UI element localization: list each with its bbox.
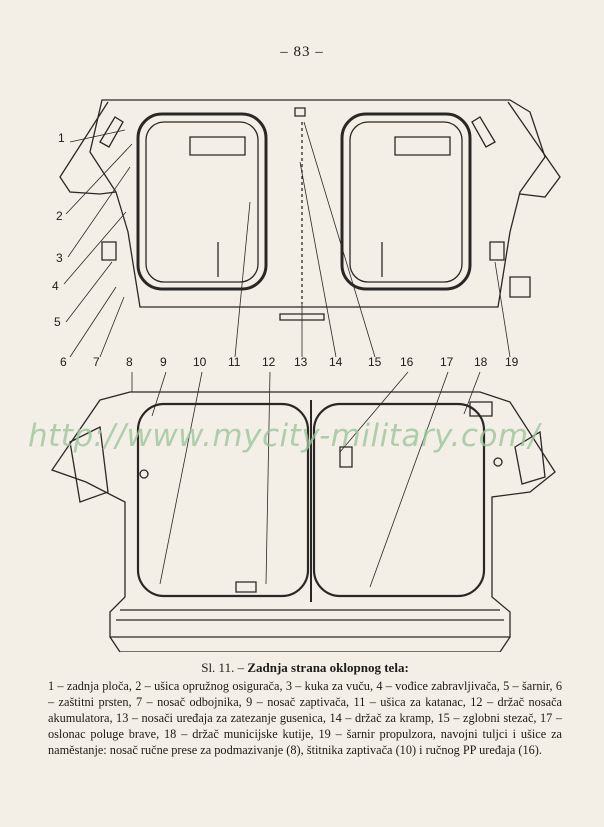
label-7: 7 <box>93 355 100 369</box>
label-17: 17 <box>440 355 454 369</box>
label-9: 9 <box>160 355 167 369</box>
rear-plate-drawing <box>40 82 568 370</box>
watermark-url: http://www.mycity-military.com/ <box>28 418 540 454</box>
label-1: 1 <box>58 131 65 145</box>
label-18: 18 <box>474 355 488 369</box>
rear-plate-open-drawing <box>40 352 568 652</box>
caption-prefix: Sl. 11. – <box>201 660 248 675</box>
label-12: 12 <box>262 355 276 369</box>
caption-title <box>48 660 562 676</box>
label-6: 6 <box>60 355 67 369</box>
caption-title-text: Zadnja strana oklopnog tela: <box>247 660 409 675</box>
label-8: 8 <box>126 355 133 369</box>
label-19: 19 <box>505 355 519 369</box>
label-14: 14 <box>329 355 343 369</box>
figure-caption <box>48 660 562 758</box>
label-3: 3 <box>56 251 63 265</box>
label-4: 4 <box>52 279 59 293</box>
label-15: 15 <box>368 355 382 369</box>
label-11: 11 <box>228 355 241 369</box>
label-2: 2 <box>56 209 63 223</box>
page-number: – 83 – <box>280 44 324 60</box>
label-10: 10 <box>193 355 207 369</box>
label-5: 5 <box>54 315 61 329</box>
caption-body: 1 – zadnja ploča, 2 – ušica opružnog osigurača, 3 – kuka za vuču, 4 – vođice zabravljivača, 5 – šarnir, 6 – zaštitni prsten, 7 – nosač odbojnika, 9 – nosač zaptivača, 11 – ušica za katanac, 12 – držač nosača akumulatora, 13 – nosači uređaja za zatezanje gusenica, 14 – držač za kramp, 15 – zglobni stezač, 17 – oslonac poluge brave, 18 – držač municijske kutije, 19 – šarnir propulzora, navojni tuljci i ušice za naměstanje: nosač ručne prese za podmazivanje (8), štitnika zaptivača (10) i ručnog PP uređaja (16). <box>48 679 562 757</box>
label-13: 13 <box>294 355 308 369</box>
label-16: 16 <box>400 355 414 369</box>
